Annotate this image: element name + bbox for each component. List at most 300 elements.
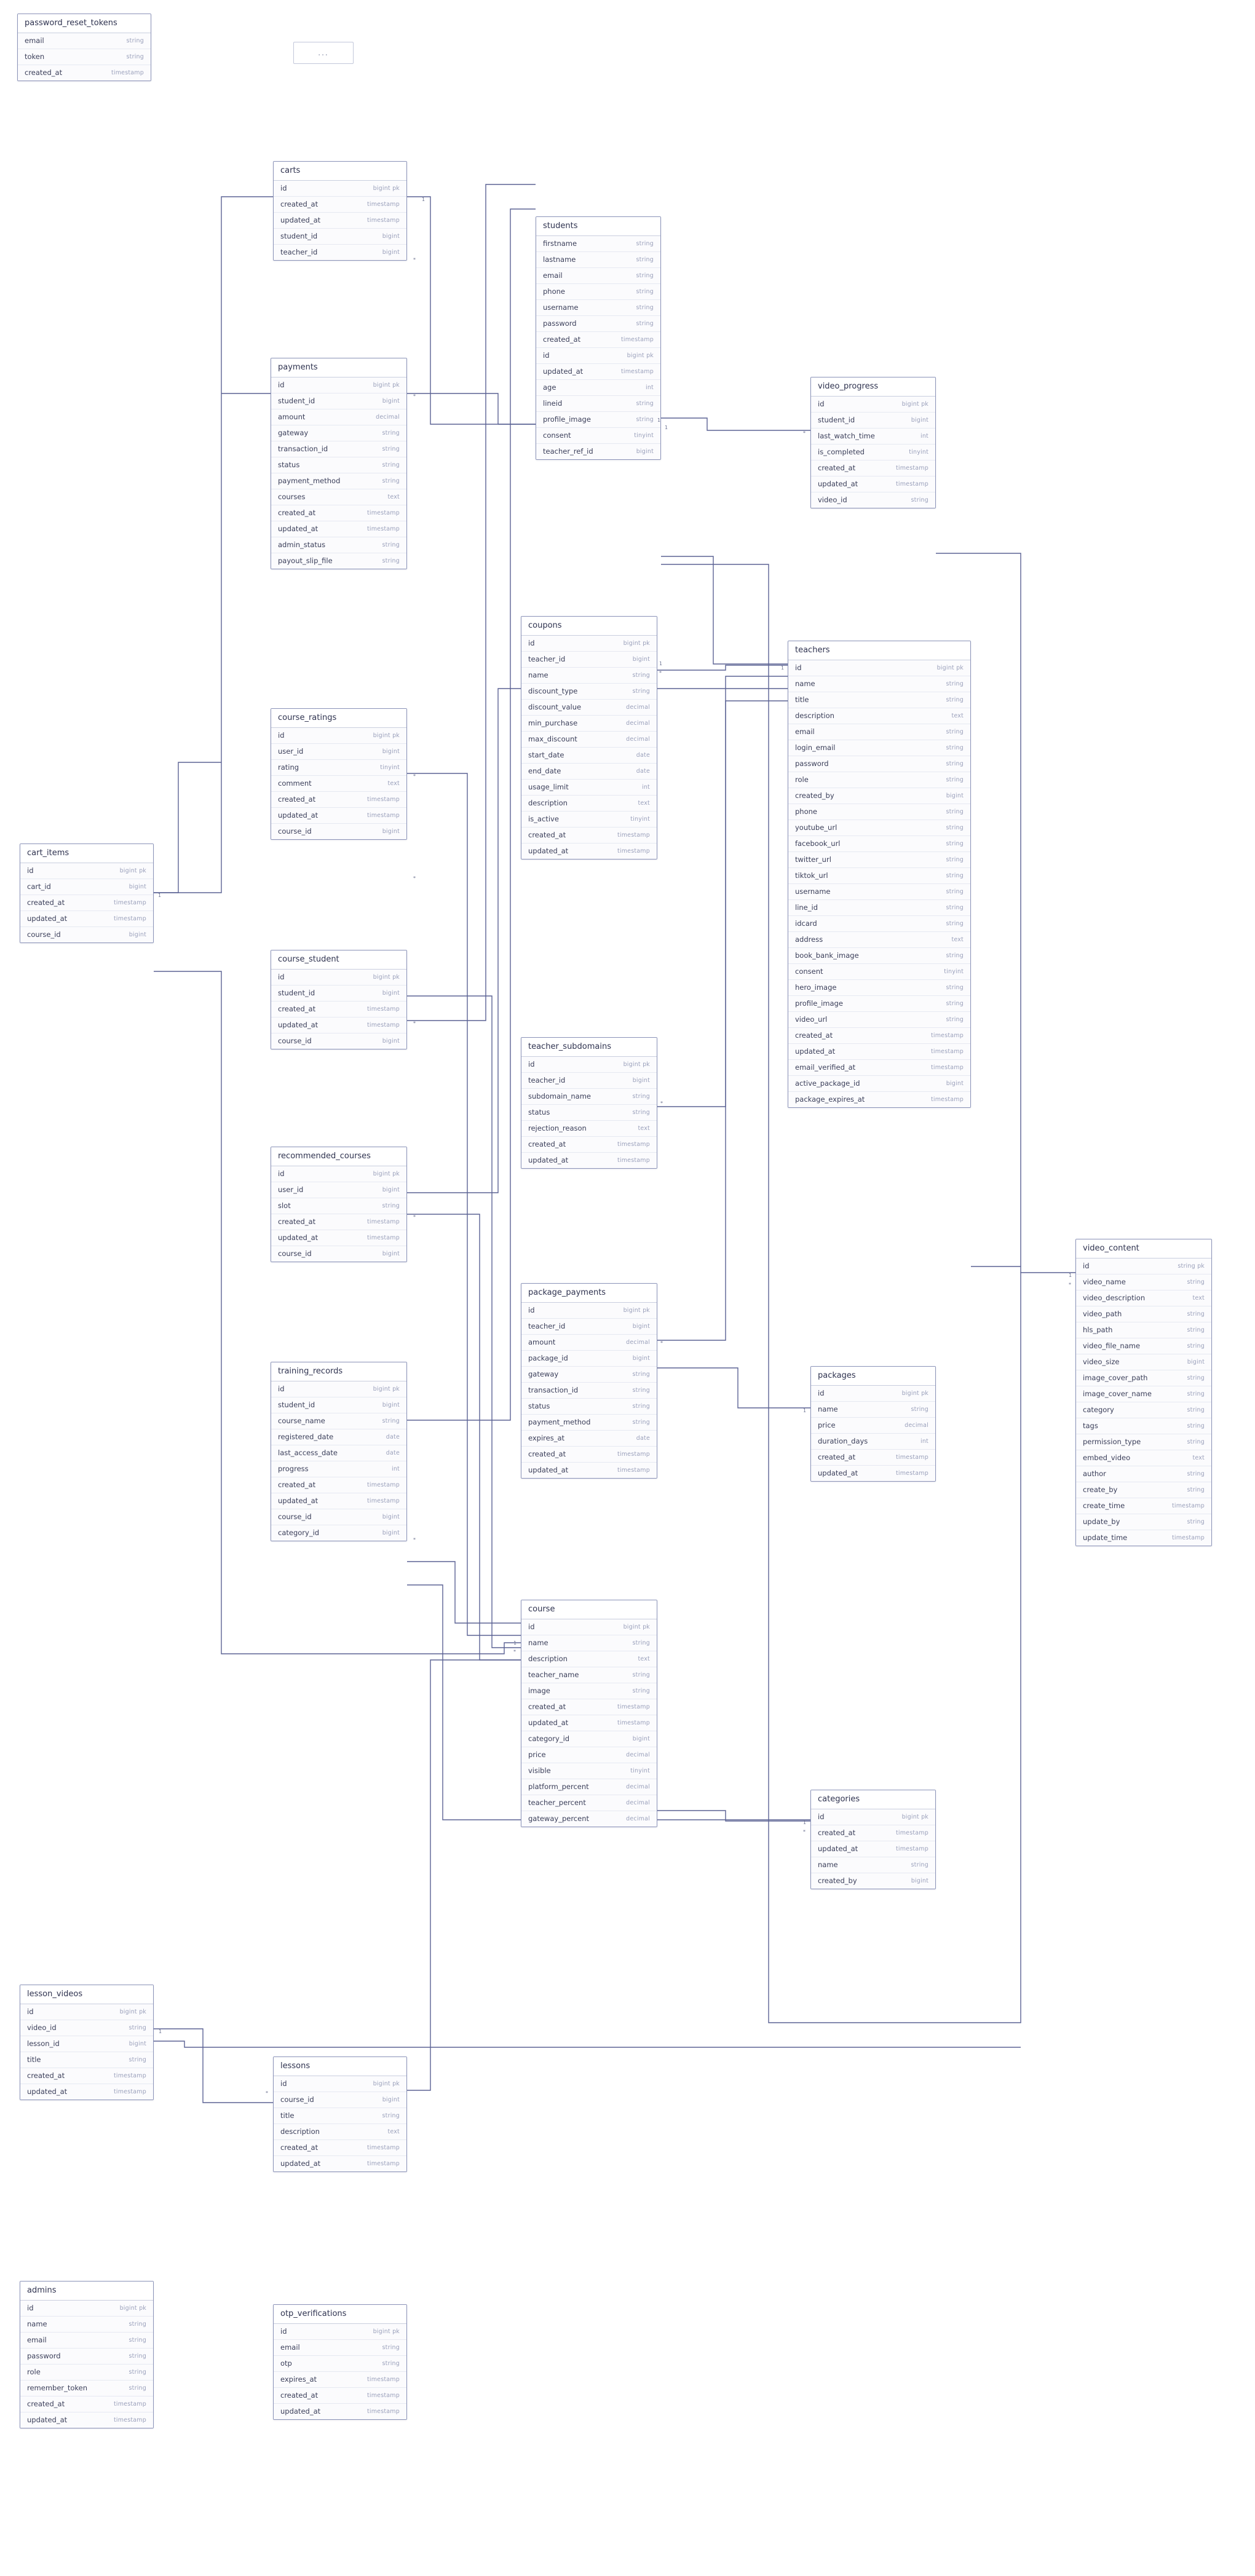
table-column-row[interactable] (788, 964, 970, 980)
column-name: updated_at (278, 811, 319, 820)
table-column-row[interactable] (271, 1033, 406, 1049)
column-name: teacher_ref_id (543, 447, 593, 456)
sticky-note[interactable] (293, 42, 354, 64)
table-column-row[interactable] (521, 1683, 657, 1699)
column-name: description (528, 799, 568, 807)
table-column-row[interactable] (788, 884, 970, 900)
column-name: age (543, 383, 556, 392)
table-column-row[interactable] (20, 911, 153, 927)
column-name: name (818, 1860, 838, 1869)
table-title: teacher_subdomains (521, 1038, 657, 1057)
table-column-row[interactable] (20, 2084, 153, 2100)
table-column-row[interactable] (521, 1367, 657, 1383)
table-column-row[interactable] (788, 948, 970, 964)
table-column-row[interactable] (788, 1076, 970, 1092)
column-type: string (632, 1387, 650, 1394)
table-column-row[interactable] (271, 489, 406, 505)
column-type: string (382, 2344, 400, 2351)
table-column-row[interactable] (521, 668, 657, 684)
table-column-row[interactable] (1076, 1450, 1211, 1466)
table-card[interactable] (521, 1283, 657, 1479)
table-column-row[interactable] (271, 1397, 406, 1413)
table-card[interactable] (521, 1037, 657, 1169)
table-card[interactable] (536, 216, 661, 460)
table-column-row[interactable] (271, 792, 406, 808)
table-column-row[interactable] (274, 229, 406, 245)
table-column-row[interactable] (18, 33, 151, 49)
table-column-row[interactable] (788, 660, 970, 676)
column-name: created_by (818, 1876, 857, 1885)
table-column-row[interactable] (271, 1182, 406, 1198)
table-column-row[interactable] (811, 444, 935, 460)
table-column-row[interactable] (521, 1105, 657, 1121)
table-column-row[interactable] (1076, 1370, 1211, 1386)
table-column-row[interactable] (521, 1763, 657, 1779)
table-column-row[interactable] (20, 895, 153, 911)
table-title: video_content (1076, 1239, 1211, 1258)
table-column-row[interactable] (788, 1092, 970, 1107)
table-column-row[interactable] (1076, 1258, 1211, 1274)
column-name: teacher_id (528, 655, 566, 663)
table-title: otp_verifications (274, 2305, 406, 2324)
column-type: string (911, 497, 928, 504)
column-type: bigint pk (373, 732, 400, 739)
table-column-row[interactable] (788, 868, 970, 884)
table-column-row[interactable] (788, 788, 970, 804)
table-card[interactable] (521, 1600, 657, 1827)
table-card[interactable] (271, 708, 407, 840)
table-column-row[interactable] (20, 2412, 153, 2428)
table-column-row[interactable] (521, 716, 657, 732)
table-column-row[interactable] (271, 728, 406, 744)
column-name: user_id (278, 1185, 304, 1194)
column-type: string (126, 53, 144, 60)
table-card[interactable] (273, 2056, 407, 2172)
table-card[interactable] (810, 1790, 936, 1889)
table-column-row[interactable] (271, 1002, 406, 1017)
table-column-row[interactable] (271, 553, 406, 569)
table-column-row[interactable] (271, 1525, 406, 1541)
table-column-row[interactable] (1076, 1386, 1211, 1402)
column-name: book_bank_image (795, 951, 859, 960)
column-type: bigint pk (901, 1390, 928, 1397)
table-column-row[interactable] (271, 377, 406, 393)
table-column-row[interactable] (536, 284, 660, 300)
table-column-row[interactable] (271, 1381, 406, 1397)
table-column-row[interactable] (274, 2124, 406, 2140)
column-type: string (946, 1000, 964, 1007)
table-column-row[interactable] (788, 852, 970, 868)
column-type: decimal (626, 1752, 650, 1758)
table-column-row[interactable] (1076, 1338, 1211, 1354)
table-column-row[interactable] (271, 1246, 406, 1262)
table-column-row[interactable] (811, 1450, 935, 1466)
column-type: bigint (946, 1080, 964, 1087)
column-name: price (818, 1421, 836, 1429)
table-card[interactable] (810, 377, 936, 508)
table-column-row[interactable] (521, 1635, 657, 1651)
table-column-row[interactable] (271, 1214, 406, 1230)
table-column-row[interactable] (1076, 1482, 1211, 1498)
table-column-row[interactable] (536, 380, 660, 396)
table-column-row[interactable] (521, 748, 657, 764)
table-column-row[interactable] (811, 1402, 935, 1418)
table-column-row[interactable] (788, 836, 970, 852)
table-column-row[interactable] (1076, 1402, 1211, 1418)
column-name: id (278, 381, 285, 389)
table-column-row[interactable] (274, 2404, 406, 2419)
table-column-row[interactable] (274, 2108, 406, 2124)
table-column-row[interactable] (811, 1857, 935, 1873)
table-column-row[interactable] (521, 796, 657, 812)
table-column-row[interactable] (1076, 1514, 1211, 1530)
table-column-row[interactable] (521, 1651, 657, 1667)
column-type: string (946, 920, 964, 927)
table-column-row[interactable] (521, 1137, 657, 1153)
table-column-row[interactable] (788, 820, 970, 836)
column-name: category (1083, 1405, 1114, 1414)
table-column-row[interactable] (1076, 1274, 1211, 1290)
column-type: bigint (382, 828, 400, 835)
table-card[interactable] (271, 1362, 407, 1541)
column-type: string (636, 256, 654, 263)
table-column-row[interactable] (521, 1073, 657, 1089)
table-column-row[interactable] (521, 1715, 657, 1731)
table-column-row[interactable] (521, 1447, 657, 1463)
table-column-row[interactable] (521, 1383, 657, 1399)
table-card[interactable] (271, 1147, 407, 1262)
table-title: training_records (271, 1362, 406, 1381)
table-card[interactable] (788, 641, 971, 1108)
cardinality-label: 1 (803, 1820, 807, 1825)
column-name: video_description (1083, 1294, 1146, 1302)
table-column-row[interactable] (271, 970, 406, 986)
table-column-row[interactable] (521, 1089, 657, 1105)
table-column-row[interactable] (20, 2349, 153, 2365)
table-column-row[interactable] (788, 676, 970, 692)
table-column-row[interactable] (521, 652, 657, 668)
column-name: updated_at (278, 524, 319, 533)
table-column-row[interactable] (788, 1044, 970, 1060)
table-column-row[interactable] (811, 1386, 935, 1402)
column-name: cart_id (27, 882, 51, 891)
cardinality-label: 1 (159, 2029, 162, 2034)
table-column-row[interactable] (811, 413, 935, 429)
table-column-row[interactable] (811, 429, 935, 444)
table-column-row[interactable] (536, 252, 660, 268)
table-column-row[interactable] (274, 2372, 406, 2388)
table-column-row[interactable] (271, 744, 406, 760)
table-column-row[interactable] (274, 2324, 406, 2340)
table-column-row[interactable] (20, 2365, 153, 2380)
table-column-row[interactable] (271, 1445, 406, 1461)
table-column-row[interactable] (521, 1619, 657, 1635)
column-type: bigint pk (623, 1061, 650, 1068)
table-column-row[interactable] (811, 1825, 935, 1841)
table-column-row[interactable] (271, 1166, 406, 1182)
table-column-row[interactable] (521, 684, 657, 700)
column-type: string (946, 681, 964, 687)
column-type: bigint pk (119, 2009, 146, 2015)
table-column-row[interactable] (20, 2317, 153, 2333)
table-column-row[interactable] (1076, 1306, 1211, 1322)
table-column-row[interactable] (1076, 1466, 1211, 1482)
table-column-row[interactable] (536, 364, 660, 380)
table-column-row[interactable] (521, 1153, 657, 1168)
table-column-row[interactable] (521, 1667, 657, 1683)
table-card[interactable] (1075, 1239, 1212, 1546)
table-column-row[interactable] (274, 2156, 406, 2171)
table-column-row[interactable] (1076, 1498, 1211, 1514)
column-type: string (946, 840, 964, 847)
table-column-row[interactable] (536, 396, 660, 412)
table-column-row[interactable] (20, 927, 153, 942)
table-column-row[interactable] (788, 980, 970, 996)
column-type: string (382, 446, 400, 452)
table-column-row[interactable] (271, 1429, 406, 1445)
column-name: email_verified_at (795, 1063, 856, 1072)
table-column-row[interactable] (811, 1466, 935, 1481)
cardinality-label: * (660, 1340, 663, 1346)
table-card[interactable] (521, 616, 657, 859)
table-column-row[interactable] (811, 397, 935, 413)
column-type: bigint (382, 1402, 400, 1409)
column-type: timestamp (930, 1048, 964, 1055)
table-column-row[interactable] (521, 1057, 657, 1073)
table-column-row[interactable] (521, 700, 657, 716)
table-column-row[interactable] (811, 1841, 935, 1857)
table-column-row[interactable] (20, 2380, 153, 2396)
column-type: timestamp (895, 1846, 928, 1852)
table-column-row[interactable] (1076, 1530, 1211, 1546)
table-column-row[interactable] (788, 724, 970, 740)
table-card[interactable] (271, 358, 407, 569)
table-column-row[interactable] (20, 2036, 153, 2052)
table-column-row[interactable] (521, 1121, 657, 1137)
column-name: updated_at (278, 1496, 319, 1505)
table-column-row[interactable] (536, 268, 660, 284)
table-column-row[interactable] (1076, 1434, 1211, 1450)
table-column-row[interactable] (521, 1415, 657, 1431)
table-column-row[interactable] (274, 2140, 406, 2156)
table-column-row[interactable] (20, 2301, 153, 2317)
column-name: last_access_date (278, 1448, 338, 1457)
column-name: student_id (278, 1401, 315, 1409)
column-name: address (795, 935, 823, 944)
table-column-row[interactable] (521, 1335, 657, 1351)
table-column-row[interactable] (536, 444, 660, 459)
table-column-row[interactable] (521, 1351, 657, 1367)
table-column-row[interactable] (521, 1747, 657, 1763)
column-name: line_id (795, 903, 818, 912)
table-column-row[interactable] (521, 844, 657, 859)
table-column-row[interactable] (788, 932, 970, 948)
table-column-row[interactable] (811, 492, 935, 508)
table-column-row[interactable] (271, 776, 406, 792)
column-name: updated_at (795, 1047, 836, 1056)
table-column-row[interactable] (271, 473, 406, 489)
table-column-row[interactable] (271, 537, 406, 553)
table-column-row[interactable] (271, 457, 406, 473)
table-column-row[interactable] (271, 1198, 406, 1214)
table-column-row[interactable] (271, 521, 406, 537)
table-column-row[interactable] (271, 425, 406, 441)
table-column-row[interactable] (271, 1493, 406, 1509)
table-card[interactable] (273, 2304, 407, 2420)
table-column-row[interactable] (521, 1699, 657, 1715)
table-column-row[interactable] (1076, 1418, 1211, 1434)
column-type: text (638, 800, 650, 807)
table-column-row[interactable] (271, 441, 406, 457)
table-column-row[interactable] (271, 1461, 406, 1477)
table-column-row[interactable] (536, 300, 660, 316)
column-name: course_name (278, 1416, 325, 1425)
table-column-row[interactable] (536, 236, 660, 252)
column-name: youtube_url (795, 823, 837, 832)
table-column-row[interactable] (271, 1509, 406, 1525)
table-column-row[interactable] (20, 2052, 153, 2068)
table-column-row[interactable] (788, 756, 970, 772)
table-column-row[interactable] (536, 428, 660, 444)
column-type: tinyint (944, 968, 964, 975)
table-column-row[interactable] (521, 1303, 657, 1319)
table-column-row[interactable] (811, 1809, 935, 1825)
table-column-row[interactable] (1076, 1322, 1211, 1338)
table-column-row[interactable] (536, 412, 660, 428)
table-card[interactable] (20, 1985, 154, 2100)
table-column-row[interactable] (1076, 1354, 1211, 1370)
table-card[interactable] (273, 161, 407, 261)
table-column-row[interactable] (521, 812, 657, 828)
table-column-row[interactable] (788, 1060, 970, 1076)
column-name: id (278, 973, 285, 981)
table-column-row[interactable] (521, 1319, 657, 1335)
table-column-row[interactable] (788, 692, 970, 708)
table-column-row[interactable] (20, 879, 153, 895)
table-column-row[interactable] (20, 2068, 153, 2084)
table-column-row[interactable] (788, 996, 970, 1012)
table-card[interactable] (17, 14, 151, 81)
table-column-row[interactable] (521, 636, 657, 652)
column-type: timestamp (366, 510, 400, 516)
table-column-row[interactable] (788, 740, 970, 756)
table-column-row[interactable] (271, 505, 406, 521)
column-type: bigint (632, 1323, 650, 1330)
table-column-row[interactable] (521, 1431, 657, 1447)
column-type: string (946, 745, 964, 751)
column-type: timestamp (366, 1006, 400, 1013)
table-column-row[interactable] (271, 1413, 406, 1429)
column-name: embed_video (1083, 1453, 1131, 1462)
table-card[interactable] (20, 2281, 154, 2428)
table-column-row[interactable] (274, 213, 406, 229)
column-name: created_at (27, 898, 65, 907)
table-column-row[interactable] (271, 393, 406, 409)
table-column-row[interactable] (20, 863, 153, 879)
table-column-row[interactable] (20, 2004, 153, 2020)
table-column-row[interactable] (521, 1731, 657, 1747)
table-column-row[interactable] (20, 2020, 153, 2036)
table-column-row[interactable] (788, 1012, 970, 1028)
table-column-row[interactable] (521, 732, 657, 748)
table-column-row[interactable] (18, 65, 151, 81)
cardinality-label: * (413, 1214, 416, 1220)
table-column-row[interactable] (20, 2396, 153, 2412)
table-column-row[interactable] (274, 2340, 406, 2356)
table-column-row[interactable] (788, 772, 970, 788)
table-column-row[interactable] (271, 1017, 406, 1033)
table-column-row[interactable] (536, 316, 660, 332)
table-column-row[interactable] (20, 2333, 153, 2349)
sticky-note-label: ... (318, 49, 329, 57)
table-column-row[interactable] (536, 332, 660, 348)
table-column-row[interactable] (274, 181, 406, 197)
table-column-row[interactable] (274, 2388, 406, 2404)
column-name: email (795, 727, 815, 736)
table-column-row[interactable] (788, 804, 970, 820)
table-column-row[interactable] (271, 808, 406, 824)
column-name: category_id (528, 1734, 570, 1743)
table-column-row[interactable] (521, 1463, 657, 1478)
table-column-row[interactable] (788, 900, 970, 916)
table-column-row[interactable] (536, 348, 660, 364)
table-column-row[interactable] (271, 986, 406, 1002)
column-name: password (543, 319, 577, 328)
table-column-row[interactable] (521, 1811, 657, 1827)
table-column-row[interactable] (274, 2076, 406, 2092)
table-column-row[interactable] (788, 1028, 970, 1044)
column-type: bigint (382, 990, 400, 997)
table-column-row[interactable] (274, 197, 406, 213)
table-column-row[interactable] (1076, 1290, 1211, 1306)
column-type: string (946, 761, 964, 767)
table-column-row[interactable] (811, 476, 935, 492)
table-column-row[interactable] (18, 49, 151, 65)
table-column-row[interactable] (271, 409, 406, 425)
column-name: hero_image (795, 983, 837, 992)
table-column-row[interactable] (271, 1477, 406, 1493)
column-name: course_id (278, 1512, 312, 1521)
table-column-row[interactable] (274, 245, 406, 260)
table-column-row[interactable] (811, 460, 935, 476)
table-column-row[interactable] (274, 2356, 406, 2372)
table-column-row[interactable] (521, 1795, 657, 1811)
table-card[interactable] (20, 844, 154, 943)
table-column-row[interactable] (811, 1873, 935, 1889)
column-type: string (1187, 1519, 1205, 1525)
table-column-row[interactable] (521, 1779, 657, 1795)
table-column-row[interactable] (811, 1434, 935, 1450)
table-column-row[interactable] (788, 708, 970, 724)
column-type: string (946, 776, 964, 783)
table-column-row[interactable] (521, 780, 657, 796)
table-card[interactable] (810, 1366, 936, 1482)
table-column-row[interactable] (274, 2092, 406, 2108)
table-column-row[interactable] (811, 1418, 935, 1434)
table-column-row[interactable] (788, 916, 970, 932)
table-column-row[interactable] (271, 760, 406, 776)
table-card[interactable] (271, 950, 407, 1049)
table-column-row[interactable] (521, 1399, 657, 1415)
table-column-row[interactable] (521, 828, 657, 844)
column-name: video_name (1083, 1278, 1126, 1286)
column-type: decimal (626, 720, 650, 727)
table-column-row[interactable] (521, 764, 657, 780)
table-column-row[interactable] (271, 1230, 406, 1246)
table-column-row[interactable] (271, 824, 406, 839)
column-type: timestamp (366, 1482, 400, 1488)
column-type: string (632, 1093, 650, 1100)
